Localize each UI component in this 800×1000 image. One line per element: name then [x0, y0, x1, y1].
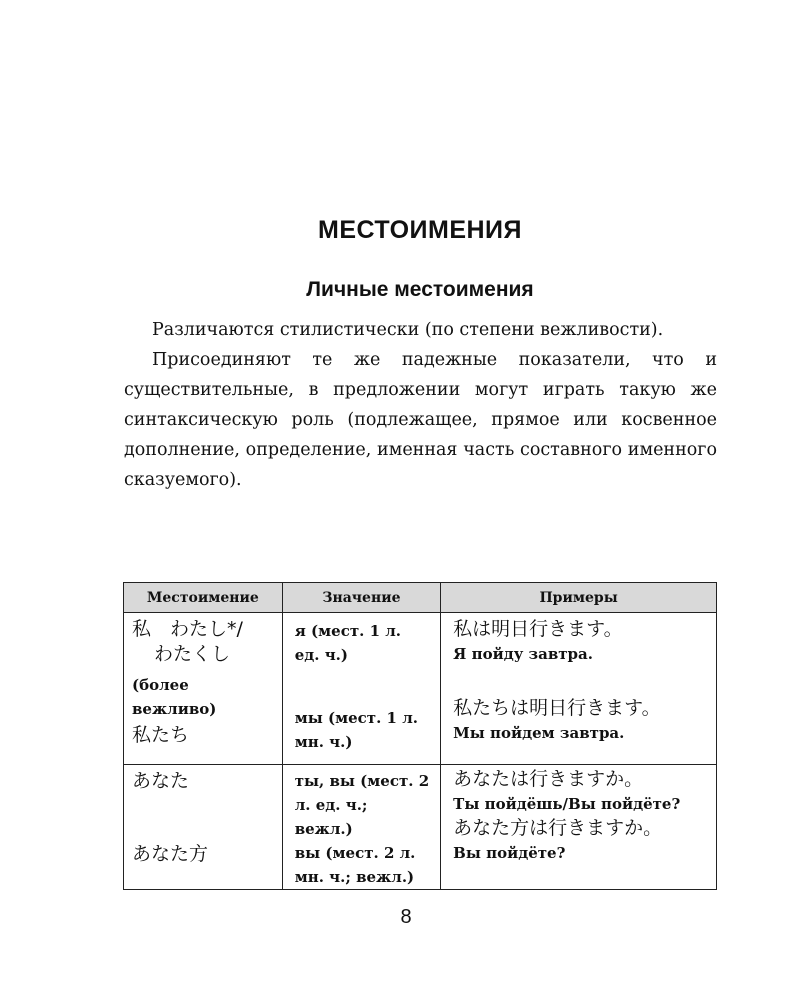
- pronoun: 私 わたし*/: [132, 618, 243, 640]
- pronoun: あなた: [132, 770, 190, 792]
- example-ru: Вы пойдёте?: [453, 844, 566, 862]
- meaning-cell: [282, 613, 440, 765]
- example-ru: Ты пойдёшь/Вы пойдёте?: [453, 795, 681, 813]
- meaning: я (мест. 1 л. ед. ч.): [294, 622, 402, 664]
- pronoun: わたくし: [154, 643, 231, 665]
- example-jp: あなた方は行きますか。: [453, 817, 663, 839]
- meaning: ты, вы (мест. 2 л. ед. ч.; вежл.): [294, 772, 430, 838]
- table-row: [124, 613, 717, 765]
- meaning: мы (мест. 1 л. мн. ч.): [294, 709, 419, 751]
- header-examples: Примеры: [441, 583, 717, 613]
- page-title: МЕСТОИМЕНИЯ: [318, 216, 522, 244]
- examples-cell: [441, 613, 717, 765]
- table-row: [124, 765, 717, 890]
- paragraph: Различаются стилистически (по степени вежливости).: [152, 320, 664, 340]
- pronoun-note: (более вежливо): [132, 676, 217, 718]
- header-pronoun: Местоимение: [124, 583, 283, 613]
- meaning: вы (мест. 2 л. мн. ч.; вежл.): [294, 844, 416, 886]
- pronoun-table: [123, 582, 717, 890]
- pronoun: あなた方: [132, 843, 209, 865]
- example-jp: 私は明日行きます。: [453, 618, 623, 640]
- body-text: [124, 315, 717, 495]
- examples-cell: [441, 765, 717, 890]
- page-number: 8: [400, 906, 412, 928]
- paragraph: Присоединяют те же падежные показатели, что и существительные, в предложении могут играть такую же синтаксическую роль (подлежащее, прямое или косвенное дополнение, определение, именная часть составного именного сказуемого).: [124, 350, 717, 490]
- example-jp: あなたは行きますか。: [453, 768, 644, 790]
- header-meaning: Значение: [282, 583, 440, 613]
- pronoun: 私たち: [132, 724, 190, 746]
- pronoun-cell: [124, 613, 283, 765]
- section-title: Личные местоимения: [306, 278, 534, 301]
- pronoun-cell: [124, 765, 283, 890]
- example-ru: Я пойду завтра.: [453, 645, 593, 663]
- example-ru: Мы пойдем завтра.: [453, 724, 625, 742]
- example-jp: 私たちは明日行きます。: [453, 697, 661, 719]
- table-header-row: [124, 583, 717, 613]
- meaning-cell: [282, 765, 440, 890]
